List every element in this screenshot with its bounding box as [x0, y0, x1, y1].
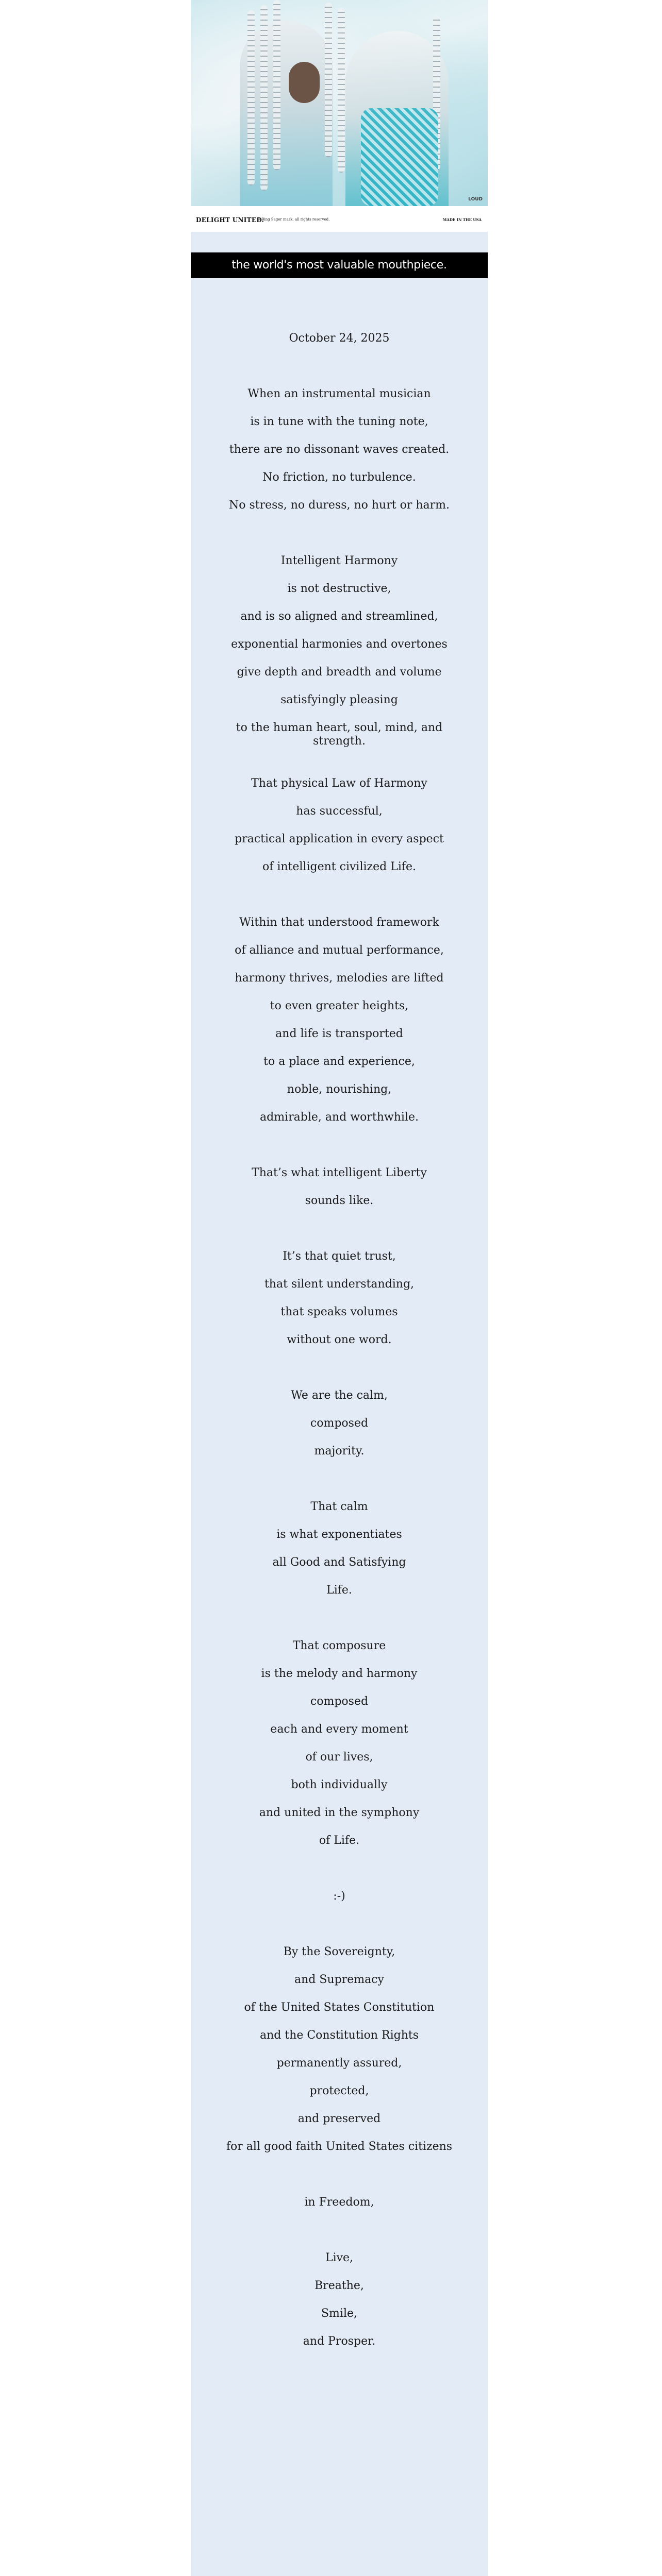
letter-line: exponential harmonies and overtones	[231, 638, 448, 651]
paragraph-gap	[191, 2161, 488, 2189]
letter-line: of alliance and mutual performance,	[235, 944, 444, 957]
paragraph-gap	[191, 881, 488, 909]
letter-line: harmony thrives, melodies are lifted	[235, 972, 444, 985]
paragraph-gap	[191, 2216, 488, 2244]
paragraph-gap	[191, 1910, 488, 1938]
brand-bar	[191, 206, 488, 232]
letter-line: By the Sovereignty,	[283, 1945, 395, 1958]
letter-line: composed	[310, 1417, 369, 1430]
letter-line: Life.	[326, 1584, 352, 1597]
letter-line: We are the calm,	[291, 1389, 388, 1402]
paragraph-gap	[191, 1855, 488, 1883]
letter-line: :-)	[333, 1890, 345, 1903]
letter-line: of intelligent civilized Life.	[262, 860, 417, 873]
letter-line: That composure	[292, 1639, 386, 1652]
letter-line: for all good faith United States citizens	[226, 2140, 453, 2153]
letter-line: Breathe,	[315, 2279, 364, 2292]
newsletter-column	[191, 0, 488, 2576]
hero-braid	[325, 3, 332, 157]
letter-line: and united in the symphony	[259, 1806, 420, 1819]
hero-braid	[273, 0, 280, 170]
hero-face	[289, 62, 320, 103]
letter-body	[191, 380, 488, 2355]
paragraph-gap	[191, 1215, 488, 1243]
letter-line: is in tune with the tuning note,	[250, 415, 428, 428]
letter-line: both individually	[291, 1778, 388, 1791]
letter-line: to even greater heights,	[270, 999, 409, 1012]
letter-line: When an instrumental musician	[247, 387, 431, 400]
letter-line: Intelligent Harmony	[280, 554, 398, 567]
letter-line: of the United States Constitution	[244, 2001, 435, 2014]
letter-line: admirable, and worthwhile.	[260, 1111, 419, 1124]
letter-line: That’s what intelligent Liberty	[252, 1166, 427, 1179]
hero-braid	[260, 5, 268, 191]
made-in-label: MADE IN THE USA	[442, 217, 482, 222]
letter-line: of our lives,	[305, 1751, 373, 1764]
hero-braid	[338, 8, 345, 173]
letter-line: is what exponentiates	[276, 1528, 402, 1541]
letter-line: that silent understanding,	[264, 1278, 415, 1291]
letter-line: and preserved	[297, 2112, 381, 2125]
tagline-banner: the world's most valuable mouthpiece.	[191, 252, 488, 278]
letter-line: and the Constitution Rights	[259, 2029, 419, 2042]
letter-line: and Supremacy	[294, 1973, 384, 1986]
letter-line: there are no dissonant waves created.	[229, 443, 450, 456]
letter-line: noble, nourishing,	[287, 1083, 392, 1096]
letter-line: that speaks volumes	[280, 1306, 398, 1318]
letter-line: has successful,	[296, 805, 383, 818]
letter-line: It’s that quiet trust,	[283, 1250, 396, 1263]
letter-line: No stress, no duress, no hurt or harm.	[229, 499, 450, 512]
letter-closing-2	[191, 2569, 488, 2576]
hero-braid	[247, 10, 255, 185]
hero-logo: LOUD	[468, 197, 483, 202]
letter-line: satisfyingly pleasing	[280, 693, 398, 706]
letter-line: That physical Law of Harmony	[251, 777, 427, 790]
brand-name: DELIGHT UNITED.	[196, 216, 264, 224]
letter-line: is the melody and harmony	[261, 1667, 418, 1680]
letter-line: and Prosper.	[303, 2335, 376, 2348]
letter-line: Live,	[325, 2251, 354, 2264]
letter-line: to a place and experience,	[263, 1055, 415, 1068]
letter-line: protected,	[309, 2084, 369, 2097]
letter-line: give depth and breadth and volume	[237, 666, 442, 679]
letter-line: and life is transported	[275, 1027, 403, 1040]
letter-line: composed	[310, 1695, 369, 1708]
letter-line: Within that understood framework	[239, 916, 439, 929]
hero-garment-pattern	[361, 108, 438, 206]
letter-line: sounds like.	[305, 1194, 374, 1207]
letter-line: and is so aligned and streamlined,	[240, 610, 438, 623]
letter-line: No friction, no turbulence.	[262, 471, 416, 484]
letter-line: permanently assured,	[276, 2057, 402, 2070]
paragraph-gap	[191, 519, 488, 547]
brand-tagline: ® Bing Sager mark. all rights reserved.	[257, 217, 330, 222]
paragraph-gap	[191, 1354, 488, 1382]
letter-line: to the human heart, soul, mind, and strength.	[236, 721, 443, 748]
letter-line: in Freedom,	[304, 2196, 374, 2209]
paragraph-gap	[191, 1131, 488, 1159]
letter-line: That calm	[310, 1500, 368, 1513]
paragraph-gap	[191, 1465, 488, 1493]
letter-line: practical application in every aspect	[235, 833, 444, 845]
letter-line: each and every moment	[270, 1723, 408, 1736]
letter-line: majority.	[314, 1445, 365, 1458]
letter-line: is not destructive,	[287, 582, 391, 595]
letter-line: of Life.	[319, 1834, 360, 1847]
hero-image	[191, 0, 488, 206]
letter-line: Smile,	[321, 2307, 358, 2320]
letter-line: without one word.	[287, 1333, 392, 1346]
letter-line: all Good and Satisfying	[272, 1556, 406, 1569]
paragraph-gap	[191, 1604, 488, 1632]
letter-date: October 24, 2025	[289, 332, 390, 345]
